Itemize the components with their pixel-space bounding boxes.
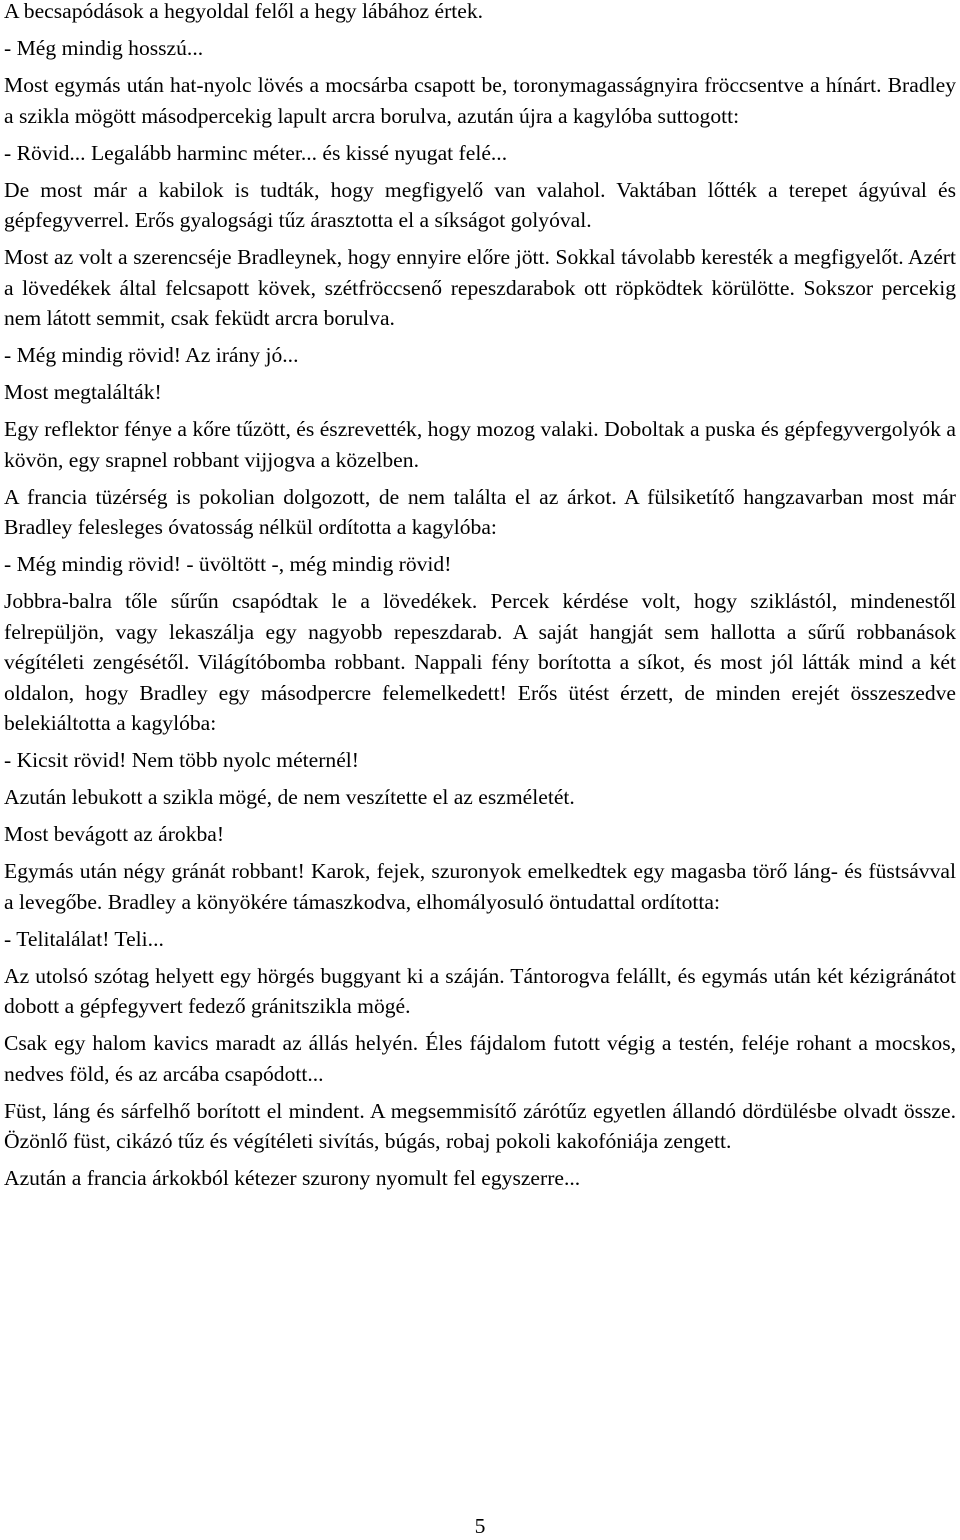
paragraph: Azután a francia árkokból kétezer szurony nyomult fel egyszerre... [4,1166,581,1190]
paragraph: Most bevágott az árokba! [4,822,225,846]
paragraph: A becsapódások a hegyoldal felől a hegy lábához értek. [4,0,484,23]
document-page [4,0,956,1200]
paragraph: - Telitalálat! Teli... [4,926,164,951]
paragraph: Csak egy halom kavics maradt az állás helyén. Éles fájdalom futott végig a testén, feléje rohant a mocskos, nedves föld, és az arcába csapódott... [4,1031,956,1086]
paragraph: Jobbra-balra tőle sűrűn csapódtak le a lövedékek. Percek kérdése volt, hogy sziklástól, mindenestől felrepüljön, vagy lekaszálja egy nagyobb repeszdarab. A saját hangját sem hallotta a sűrű robbanások végítéleti zengésétől. Világítóbomba robbant. Nappali fény borította a síkot, és most jól látták mind a két oldalon, hogy Bradley egy másodpercre felemelkedett! Erős ütést érzett, de minden erejét összeszedve belekiáltotta a kagylóba: [4,589,956,735]
paragraph: - Még mindig rövid! - üvöltött -, még mindig rövid! [4,552,452,576]
paragraph: Egymás után négy gránát robbant! Karok, fejek, szuronyok emelkedtek egy magasba törő láng- és füstsávval a levegőbe. Bradley a könyökére támaszkodva, elhomályosuló öntudattal ordította: [4,859,956,914]
paragraph: - Még mindig rövid! Az irány jó... [4,343,299,367]
paragraph: - Még mindig hosszú... [4,36,204,60]
paragraph: De most már a kabilok is tudták, hogy megfigyelő van valahol. Vaktában lőtték a terepet ágyúval és gépfegyverrel. Erős gyalogsági tűz árasztotta el a síkságot golyóval. [4,177,956,232]
paragraph: Most az volt a szerencséje Bradleynek, hogy ennyire előre jött. Sokkal távolabb keresték a megfigyelőt. Azért a lövedékek által felcsapott kövek, szétfröccsenő repeszdarabok ott röpködtek körülötte. Sokszor percekig nem látott semmit, csak feküdt arcra borulva. [4,245,956,330]
paragraph: Most egymás után hat-nyolc lövés a mocsárba csapott be, toronymagasságnyira fröccsentve a hínárt. Bradley a szikla mögött másodpercekig lapult arcra borulva, azután újra a kagylóba suttogott: [4,73,956,128]
paragraph: Most megtalálták! [4,380,162,404]
paragraph: Az utolsó szótag helyett egy hörgés buggyant ki a száján. Tántorogva felállt, és egymás után két kézigránátot dobott a gépfegyvert fedező gránitszikla mögé. [4,963,956,1018]
paragraph: Azután lebukott a szikla mögé, de nem veszítette el az eszméletét. [4,785,575,809]
paragraph: - Rövid... Legalább harminc méter... és kissé nyugat felé... [4,140,508,165]
paragraph: A francia tüzérség is pokolian dolgozott, de nem találta el az árkot. A fülsiketítő hangzavarban most már Bradley felesleges óvatosság nélkül ordította a kagylóba: [4,484,956,539]
page-number: 5 [474,1514,486,1538]
paragraph: Egy reflektor fénye a kőre tűzött, és észrevették, hogy mozog valaki. Doboltak a puska és gépfegyvergolyók a kövön, egy srapnel robbant vijjogva a közelben. [4,417,956,472]
paragraph: Füst, láng és sárfelhő borított el mindent. A megsemmisítő zárótűz egyetlen állandó dördülésbe olvadt össze. Özönlő füst, cikázó tűz és végítéleti sivítás, búgás, robaj pokoli kakofóniája zengett. [4,1098,956,1153]
paragraph: - Kicsit rövid! Nem több nyolc méternél! [4,748,359,772]
